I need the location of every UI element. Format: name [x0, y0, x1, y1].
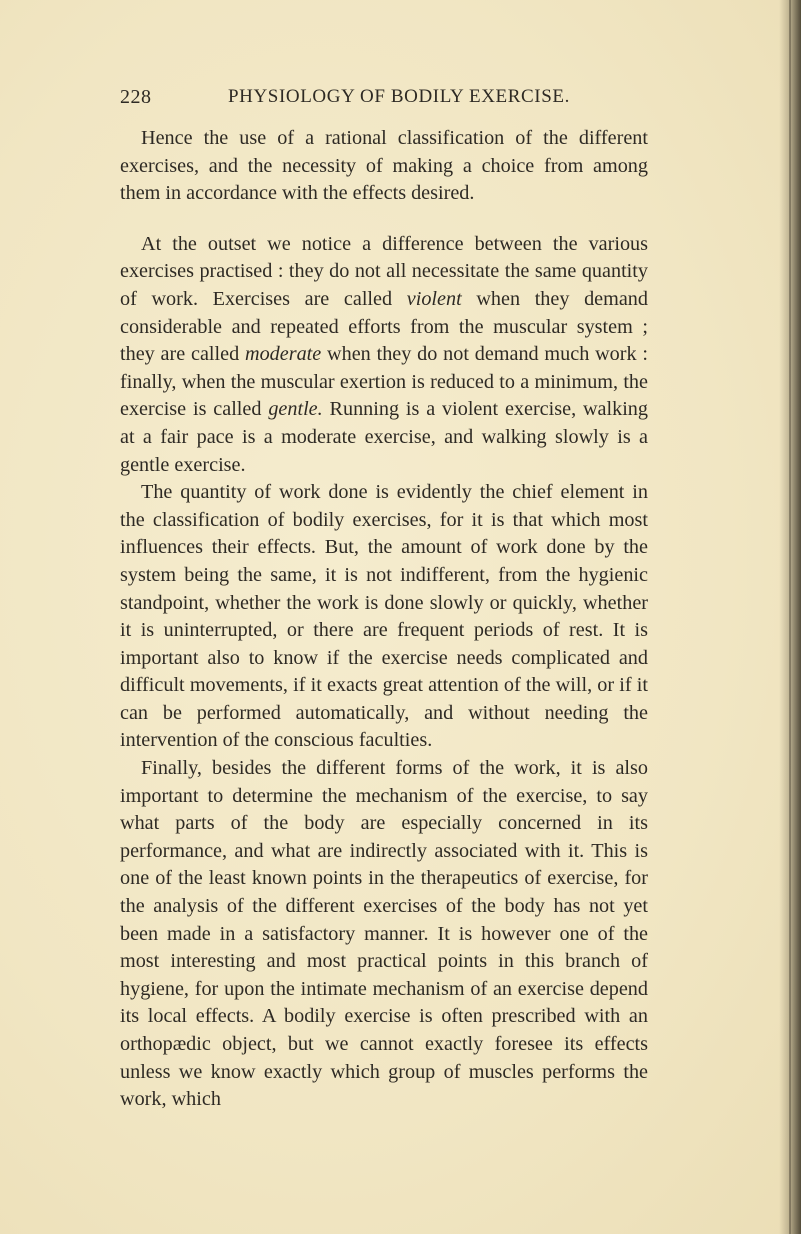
running-head: PHYSIOLOGY OF BODILY EXERCISE. [228, 86, 570, 107]
paragraph-3: The quantity of work done is evidently the chief element in the classification of bodily exercises, for it is that which most influences their effects. But, the amount of work done by the system being the same, it is not indifferent, from the hygienic standpoint, whether the work is done slowly or quickly, whether it is uninterrupted, or there are frequent periods of rest. It is important also to know if the exercise needs complicated and difficult movements, if it exacts great attention of the will, or if it can be performed automatically, and without needing the intervention of the conscious faculties. [120, 481, 648, 752]
page-edge-line [789, 0, 791, 1234]
body-text [120, 125, 648, 1114]
paragraph-2-text-b: when they demand considerable and repeated efforts from the muscular system ; they are called [120, 287, 648, 366]
paragraph-4: Finally, besides the different forms of the work, it is also important to determine the mechanism of the exercise, to say what parts of the body are especially concerned in its performance, and what are indirectly associated with it. This is one of the least known points in the therapeutics of exercise, for the analysis of the different exercises of the body has not yet been made in a satisfactory manner. It is however one of the most interesting and most practical points in this branch of hygiene, for upon the intimate mechanism of an exercise depend its local effects. A bodily exercise is often prescribed with an orthopædic object, but we cannot exactly foresee its effects unless we know exactly which group of muscles performs the work, which [120, 757, 648, 1111]
term-violent: violent [406, 287, 462, 310]
page-header [120, 86, 640, 112]
page-number: 228 [120, 86, 152, 108]
paragraph-2 [120, 231, 648, 479]
term-moderate: moderate [245, 343, 322, 366]
term-gentle: gentle. [268, 398, 323, 421]
paragraph-2-text-a: At the outset we notice a difference between the various exercises practised : they do not all necessitate the same quantity of work. Exercises are called [120, 232, 648, 310]
paragraph-2-text-c: when they do not demand much work : finally, when the muscular exertion is reduced to a minimum, the exercise is called [120, 343, 648, 421]
paragraph-2-text-d: Running is a violent exercise, walking at a fair pace is a moderate exercise, and walking slowly is a gentle exercise. [120, 398, 648, 476]
paragraph-1: Hence the use of a rational classification of the different exercises, and the necessity of making a choice from among them in accordance with the effects desired. [120, 127, 648, 205]
